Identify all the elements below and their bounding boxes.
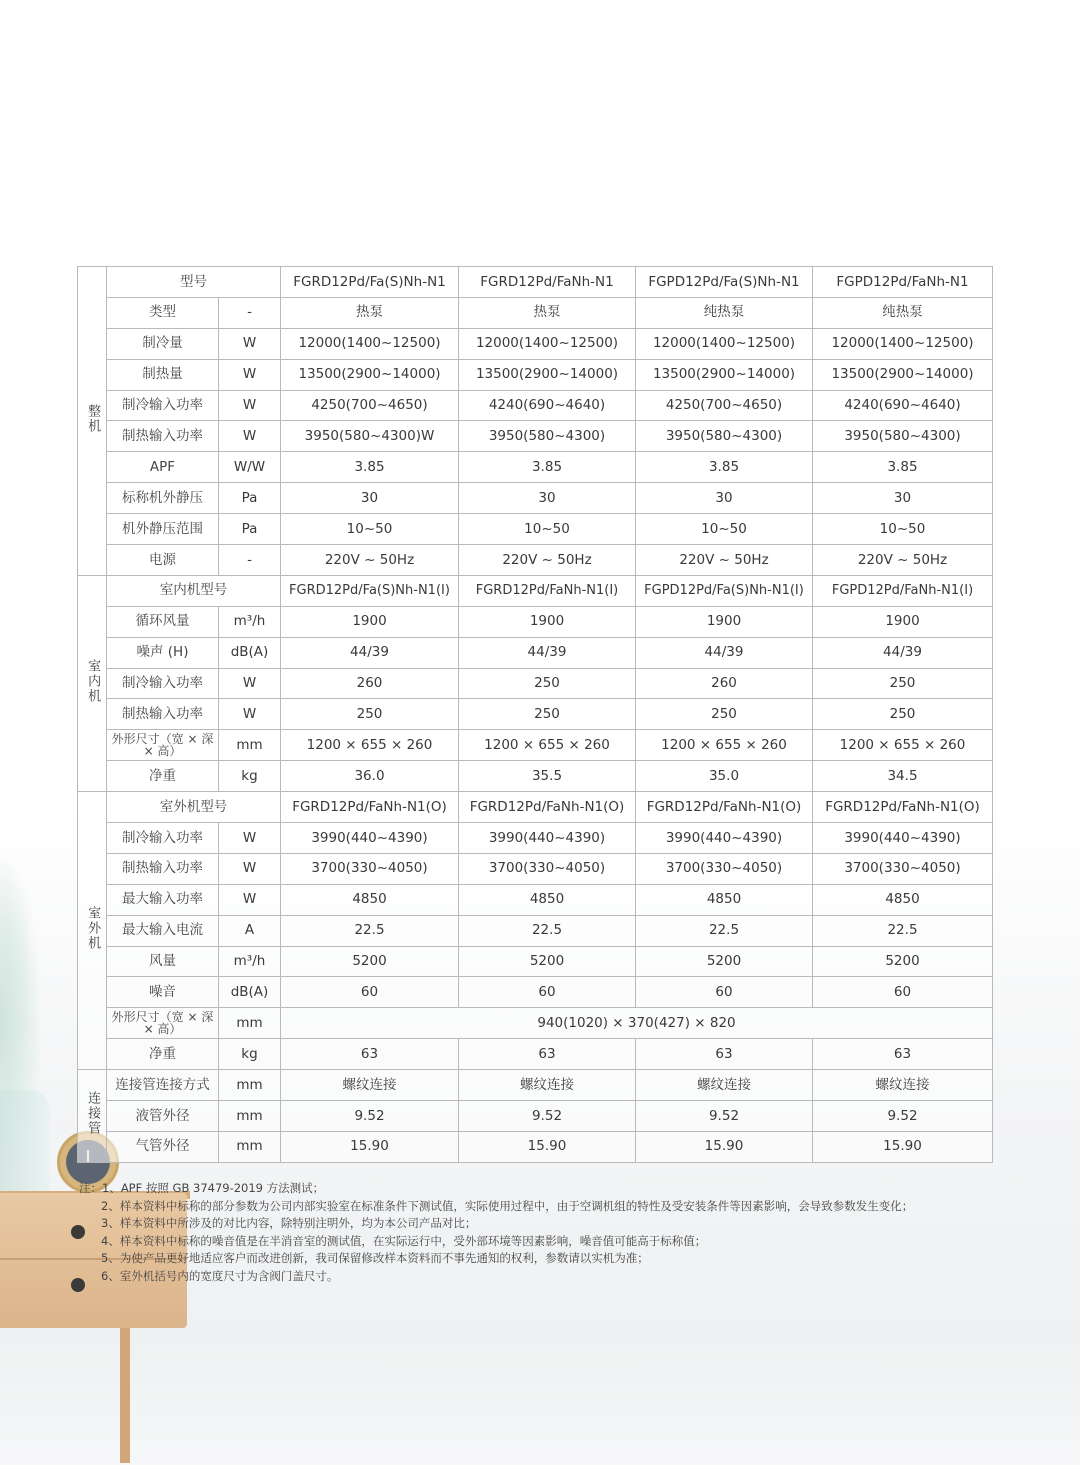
- value-cell: 1900: [281, 606, 459, 637]
- unit-cell: W/W: [219, 452, 281, 483]
- unit-cell: Pa: [219, 514, 281, 545]
- value-cell: 13500(2900~14000): [459, 359, 636, 390]
- value-cell: 15.90: [813, 1131, 993, 1162]
- unit-cell: W: [219, 359, 281, 390]
- group-pipe: [78, 1070, 107, 1163]
- table-row: [78, 823, 993, 854]
- value-cell: 纯热泵: [813, 297, 993, 328]
- value-cell: 4850: [281, 884, 459, 915]
- row-label: 噪音: [107, 977, 219, 1008]
- model-cell: FGPD12Pd/FaNh-N1: [813, 267, 993, 298]
- value-cell: 250: [459, 699, 636, 730]
- row-label: 液管外径: [107, 1101, 219, 1132]
- value-cell: 63: [459, 1039, 636, 1070]
- row-label: 外形尺寸（宽 × 深 × 高）: [107, 730, 219, 761]
- model-cell: FGRD12Pd/FaNh-N1(O): [459, 792, 636, 823]
- value-cell: 260: [281, 668, 459, 699]
- unit-cell: -: [219, 545, 281, 576]
- unit-cell: W: [219, 390, 281, 421]
- value-cell: 3.85: [636, 452, 813, 483]
- value-cell: 12000(1400~12500): [813, 328, 993, 359]
- value-cell: 螺纹连接: [813, 1070, 993, 1101]
- value-cell: 4240(690~4640): [459, 390, 636, 421]
- note-text: 5、为使产品更好地适应客户而改进创新，我司保留修改样本资料而不事先通知的权利，参数请以实机为准；: [101, 1251, 649, 1266]
- unit-cell: W: [219, 699, 281, 730]
- row-label: 制冷输入功率: [107, 390, 219, 421]
- spec-table: [77, 266, 993, 1163]
- value-cell: 1900: [459, 606, 636, 637]
- row-label: APF: [107, 452, 219, 483]
- value-cell: 1200 × 655 × 260: [813, 730, 993, 761]
- value-cell: 30: [281, 483, 459, 514]
- row-label: 制冷输入功率: [107, 668, 219, 699]
- table-row: [78, 884, 993, 915]
- value-cell: 9.52: [281, 1101, 459, 1132]
- value-cell: 15.90: [636, 1131, 813, 1162]
- model-cell: FGPD12Pd/FaNh-N1(I): [813, 575, 993, 606]
- note-line: [79, 1250, 1039, 1268]
- model-cell: FGRD12Pd/FaNh-N1(I): [459, 575, 636, 606]
- group-outdoor-label: 室外机: [85, 906, 101, 951]
- value-cell: 35.5: [459, 761, 636, 792]
- unit-cell: -: [219, 297, 281, 328]
- value-cell: 3950(580~4300): [459, 421, 636, 452]
- group-outdoor: [78, 792, 107, 1070]
- note-line: [79, 1233, 1039, 1251]
- value-cell: 63: [813, 1039, 993, 1070]
- value-cell: 3.85: [459, 452, 636, 483]
- table-row: [78, 977, 993, 1008]
- table-row: [78, 946, 993, 977]
- model-cell: FGRD12Pd/FaNh-N1(O): [636, 792, 813, 823]
- value-cell: 3700(330~4050): [459, 853, 636, 884]
- value-cell: 1200 × 655 × 260: [636, 730, 813, 761]
- value-cell: 44/39: [459, 637, 636, 668]
- value-cell: 220V ~ 50Hz: [636, 545, 813, 576]
- note-line: [79, 1198, 1039, 1216]
- table-row: [78, 730, 993, 761]
- value-cell: 3990(440~4390): [459, 823, 636, 854]
- value-cell: 3990(440~4390): [813, 823, 993, 854]
- model-cell: FGPD12Pd/Fa(S)Nh-N1: [636, 267, 813, 298]
- value-cell: 60: [281, 977, 459, 1008]
- value-cell: 940(1020) × 370(427) × 820: [281, 1008, 993, 1039]
- value-cell: 3990(440~4390): [281, 823, 459, 854]
- table-row: [78, 514, 993, 545]
- value-cell: 30: [636, 483, 813, 514]
- group-indoor-label: 室内机: [85, 658, 101, 704]
- table-row: [78, 1101, 993, 1132]
- value-cell: 250: [459, 668, 636, 699]
- table-row: [78, 421, 993, 452]
- table-row: [78, 1039, 993, 1070]
- table-row: [78, 699, 993, 730]
- unit-cell: W: [219, 884, 281, 915]
- table-row: [78, 297, 993, 328]
- value-cell: 3950(580~4300)W: [281, 421, 459, 452]
- row-label: 室外机型号: [107, 792, 281, 823]
- value-cell: 13500(2900~14000): [813, 359, 993, 390]
- value-cell: 螺纹连接: [459, 1070, 636, 1101]
- unit-cell: m³/h: [219, 946, 281, 977]
- unit-cell: mm: [219, 1070, 281, 1101]
- note-line: [79, 1215, 1039, 1233]
- model-cell: FGRD12Pd/FaNh-N1: [459, 267, 636, 298]
- value-cell: 5200: [636, 946, 813, 977]
- row-label: 制热输入功率: [107, 853, 219, 884]
- value-cell: 12000(1400~12500): [459, 328, 636, 359]
- note-text: 3、样本资料中所涉及的对比内容，除特别注明外，均为本公司产品对比；: [101, 1216, 477, 1231]
- decorative-vase: [0, 1090, 50, 1195]
- row-label: 最大输入电流: [107, 915, 219, 946]
- value-cell: 5200: [459, 946, 636, 977]
- value-cell: 260: [636, 668, 813, 699]
- row-label: 循环风量: [107, 606, 219, 637]
- value-cell: 30: [813, 483, 993, 514]
- value-cell: 30: [459, 483, 636, 514]
- table-row: [78, 606, 993, 637]
- table-row: [78, 792, 993, 823]
- unit-cell: dB(A): [219, 977, 281, 1008]
- value-cell: 34.5: [813, 761, 993, 792]
- value-cell: 3.85: [813, 452, 993, 483]
- row-label: 制热量: [107, 359, 219, 390]
- value-cell: 3700(330~4050): [281, 853, 459, 884]
- unit-cell: W: [219, 668, 281, 699]
- model-cell: FGRD12Pd/Fa(S)Nh-N1(I): [281, 575, 459, 606]
- value-cell: 热泵: [281, 297, 459, 328]
- value-cell: 22.5: [281, 915, 459, 946]
- unit-cell: m³/h: [219, 606, 281, 637]
- notes-prefix: 注：: [79, 1181, 102, 1195]
- value-cell: 1200 × 655 × 260: [281, 730, 459, 761]
- row-label: 型号: [107, 267, 281, 298]
- note-text: 2、样本资料中标称的部分参数为公司内部实验室在标准条件下测试值，实际使用过程中，由于空调机组的特性及受安装条件等因素影响，会导致参数发生变化；: [101, 1198, 914, 1213]
- value-cell: 12000(1400~12500): [281, 328, 459, 359]
- note-line: [79, 1268, 1039, 1286]
- model-cell: FGRD12Pd/FaNh-N1(O): [813, 792, 993, 823]
- row-label: 制热输入功率: [107, 421, 219, 452]
- table-row: [78, 1008, 993, 1039]
- table-row: [78, 267, 993, 298]
- value-cell: 4250(700~4650): [281, 390, 459, 421]
- value-cell: 1900: [813, 606, 993, 637]
- unit-cell: dB(A): [219, 637, 281, 668]
- unit-cell: W: [219, 328, 281, 359]
- note-text: 1、APF 按照 GB 37479-2019 方法测试；: [102, 1181, 325, 1195]
- unit-cell: mm: [219, 1008, 281, 1039]
- value-cell: 12000(1400~12500): [636, 328, 813, 359]
- value-cell: 60: [813, 977, 993, 1008]
- value-cell: 35.0: [636, 761, 813, 792]
- unit-cell: kg: [219, 1039, 281, 1070]
- value-cell: 44/39: [636, 637, 813, 668]
- row-label: 标称机外静压: [107, 483, 219, 514]
- value-cell: 热泵: [459, 297, 636, 328]
- table-row: [78, 483, 993, 514]
- value-cell: 5200: [281, 946, 459, 977]
- value-cell: 4250(700~4650): [636, 390, 813, 421]
- value-cell: 13500(2900~14000): [281, 359, 459, 390]
- value-cell: 63: [636, 1039, 813, 1070]
- value-cell: 220V ~ 50Hz: [281, 545, 459, 576]
- value-cell: 15.90: [459, 1131, 636, 1162]
- row-label: 制冷量: [107, 328, 219, 359]
- model-cell: FGRD12Pd/Fa(S)Nh-N1: [281, 267, 459, 298]
- group-whole-label: 整机: [85, 403, 101, 434]
- table-row: [78, 575, 993, 606]
- value-cell: 4850: [636, 884, 813, 915]
- note-line: [79, 1180, 1039, 1198]
- value-cell: 10~50: [281, 514, 459, 545]
- unit-cell: W: [219, 823, 281, 854]
- model-cell: FGRD12Pd/FaNh-N1(O): [281, 792, 459, 823]
- group-pipe-label: 连接管: [85, 1091, 101, 1137]
- value-cell: 螺纹连接: [281, 1070, 459, 1101]
- value-cell: 22.5: [813, 915, 993, 946]
- table-row: [78, 637, 993, 668]
- value-cell: 9.52: [459, 1101, 636, 1132]
- table-row: [78, 545, 993, 576]
- value-cell: 220V ~ 50Hz: [813, 545, 993, 576]
- row-label: 室内机型号: [107, 575, 281, 606]
- background-floor: [0, 1330, 1080, 1465]
- value-cell: 44/39: [281, 637, 459, 668]
- row-label: 净重: [107, 761, 219, 792]
- cabinet-leg: [120, 1328, 130, 1463]
- value-cell: 4240(690~4640): [813, 390, 993, 421]
- row-label: 最大输入功率: [107, 884, 219, 915]
- notes: [79, 1180, 1039, 1286]
- value-cell: 220V ~ 50Hz: [459, 545, 636, 576]
- value-cell: 3950(580~4300): [813, 421, 993, 452]
- row-label: 制热输入功率: [107, 699, 219, 730]
- model-cell: FGPD12Pd/Fa(S)Nh-N1(I): [636, 575, 813, 606]
- row-label: 气管外径: [107, 1131, 219, 1162]
- row-label: 风量: [107, 946, 219, 977]
- value-cell: 3700(330~4050): [813, 853, 993, 884]
- unit-cell: mm: [219, 1101, 281, 1132]
- value-cell: 60: [459, 977, 636, 1008]
- value-cell: 63: [281, 1039, 459, 1070]
- table-row: [78, 390, 993, 421]
- unit-cell: Pa: [219, 483, 281, 514]
- value-cell: 250: [813, 699, 993, 730]
- value-cell: 3700(330~4050): [636, 853, 813, 884]
- unit-cell: A: [219, 915, 281, 946]
- value-cell: 250: [281, 699, 459, 730]
- unit-cell: mm: [219, 1131, 281, 1162]
- value-cell: 60: [636, 977, 813, 1008]
- row-label: 外形尺寸（宽 × 深 × 高）: [107, 1008, 219, 1039]
- group-whole: [78, 267, 107, 576]
- row-label: 噪声 (H): [107, 637, 219, 668]
- value-cell: 250: [813, 668, 993, 699]
- value-cell: 4850: [813, 884, 993, 915]
- table-row: [78, 359, 993, 390]
- row-label: 净重: [107, 1039, 219, 1070]
- value-cell: 3.85: [281, 452, 459, 483]
- row-label: 制冷输入功率: [107, 823, 219, 854]
- value-cell: 3950(580~4300): [636, 421, 813, 452]
- value-cell: 36.0: [281, 761, 459, 792]
- value-cell: 1200 × 655 × 260: [459, 730, 636, 761]
- row-label: 连接管连接方式: [107, 1070, 219, 1101]
- note-text: 4、样本资料中标称的噪音值是在半消音室的测试值，在实际运行中，受外部环境等因素影响，噪音值可能高于标称值；: [101, 1233, 707, 1248]
- table-row: [78, 668, 993, 699]
- table-row: [78, 1070, 993, 1101]
- value-cell: 250: [636, 699, 813, 730]
- value-cell: 9.52: [813, 1101, 993, 1132]
- value-cell: 22.5: [636, 915, 813, 946]
- row-label: 机外静压范围: [107, 514, 219, 545]
- value-cell: 10~50: [636, 514, 813, 545]
- value-cell: 1900: [636, 606, 813, 637]
- row-label: 类型: [107, 297, 219, 328]
- note-text: 6、室外机括号内的宽度尺寸为含阀门盖尺寸。: [101, 1268, 339, 1283]
- value-cell: 10~50: [813, 514, 993, 545]
- value-cell: 5200: [813, 946, 993, 977]
- unit-cell: W: [219, 421, 281, 452]
- table-row: [78, 761, 993, 792]
- table-row: [78, 853, 993, 884]
- value-cell: 10~50: [459, 514, 636, 545]
- table-row: [78, 915, 993, 946]
- value-cell: 44/39: [813, 637, 993, 668]
- unit-cell: mm: [219, 730, 281, 761]
- table-row: [78, 452, 993, 483]
- value-cell: 22.5: [459, 915, 636, 946]
- value-cell: 13500(2900~14000): [636, 359, 813, 390]
- row-label: 电源: [107, 545, 219, 576]
- unit-cell: kg: [219, 761, 281, 792]
- value-cell: 15.90: [281, 1131, 459, 1162]
- value-cell: 9.52: [636, 1101, 813, 1132]
- value-cell: 螺纹连接: [636, 1070, 813, 1101]
- unit-cell: W: [219, 853, 281, 884]
- value-cell: 纯热泵: [636, 297, 813, 328]
- table-row: [78, 1131, 993, 1162]
- table-row: [78, 328, 993, 359]
- value-cell: 4850: [459, 884, 636, 915]
- value-cell: 3990(440~4390): [636, 823, 813, 854]
- group-indoor: [78, 575, 107, 791]
